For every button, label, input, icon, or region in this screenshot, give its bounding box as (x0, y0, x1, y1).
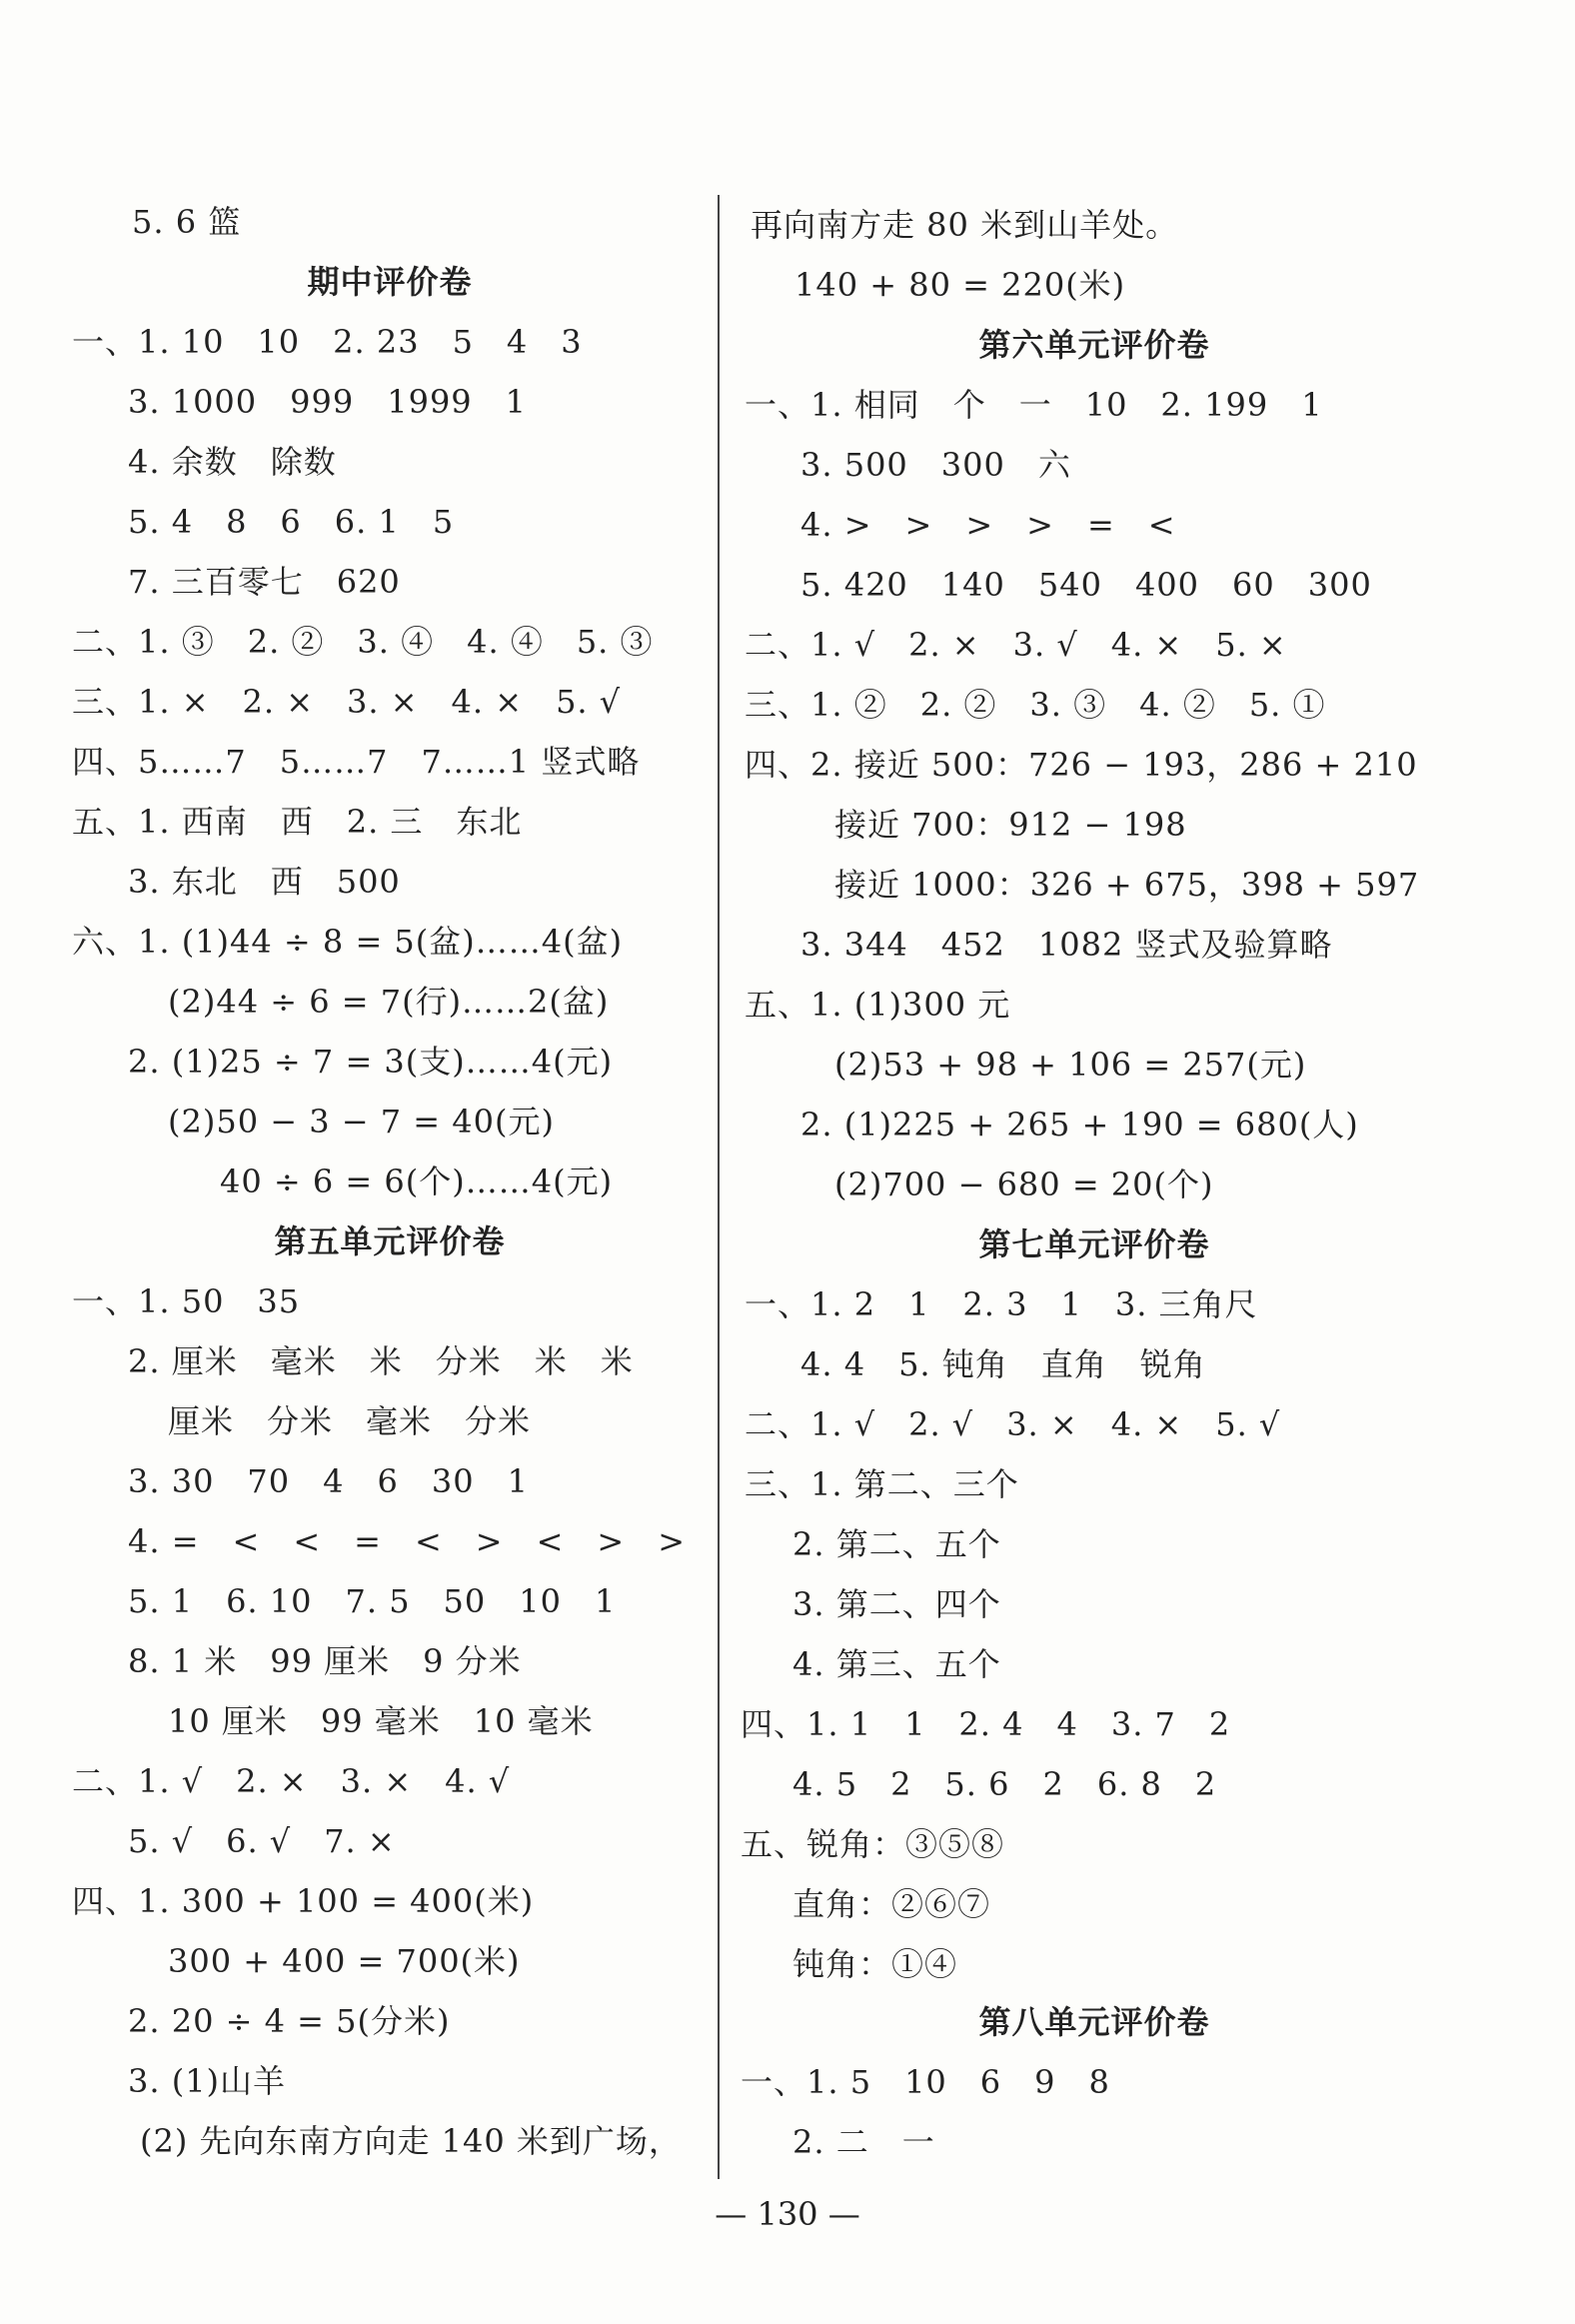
answer-line: 7. 三百零七 620 (128, 563, 401, 601)
answer-line: 2. (1)25 ÷ 7 = 3(支)……4(元) (128, 1043, 614, 1081)
answer-line: 钝角：①④ (792, 1945, 958, 1983)
answer-line: 3. 344 452 1082 竖式及验算略 (800, 926, 1333, 964)
answer-line: 六、1. (1)44 ÷ 8 = 5(盆)……4(盆) (72, 923, 624, 961)
answer-line: 三、1. × 2. × 3. × 4. × 5. √ (72, 683, 622, 721)
answer-line: 二、1. √ 2. √ 3. × 4. × 5. √ (745, 1405, 1281, 1443)
answer-line: 3. (1)山羊 (128, 2062, 287, 2100)
answer-line: 4. 4 5. 钝角 直角 锐角 (800, 1345, 1206, 1383)
answer-line: 接近 1000：326 + 675，398 + 597 (834, 866, 1420, 904)
answer-line: 一、1. 50 35 (72, 1282, 301, 1320)
answer-line: 二、1. √ 2. × 3. × 4. √ (72, 1762, 511, 1800)
answer-line: 四、2. 接近 500：726 − 193，286 + 210 (745, 746, 1418, 784)
section-heading: 第五单元评价卷 (274, 1222, 506, 1260)
answer-line: 四、1. 300 + 100 = 400(米) (72, 1882, 535, 1920)
answer-line: 4. = < < = < > < > > (128, 1522, 687, 1560)
answer-line: 5. 6 篮 (132, 203, 242, 241)
section-heading: 第六单元评价卷 (978, 326, 1210, 364)
answer-line: 一、1. 5 10 6 9 8 (741, 2063, 1110, 2101)
answer-line: 二、1. ③ 2. ② 3. ④ 4. ④ 5. ③ (72, 623, 654, 661)
answer-line: 3. 东北 西 500 (128, 863, 401, 901)
answer-line: (2)700 − 680 = 20(个) (834, 1165, 1214, 1203)
section-heading: 第七单元评价卷 (978, 1225, 1210, 1263)
answer-line: 3. 1000 999 1999 1 (128, 383, 528, 421)
answer-line: (2)50 − 3 − 7 = 40(元) (168, 1103, 555, 1141)
answer-line: 2. 20 ÷ 4 = 5(分米) (128, 2002, 451, 2040)
page-number: — 130 — (715, 2195, 860, 2233)
answer-line: 五、锐角：③⑤⑧ (741, 1825, 1005, 1863)
answer-line: 4. 5 2 5. 6 2 6. 8 2 (792, 1765, 1217, 1803)
answer-line: 三、1. ② 2. ② 3. ③ 4. ② 5. ① (745, 686, 1326, 724)
answer-line: 三、1. 第二、三个 (745, 1465, 1019, 1503)
answer-line: 5. 420 140 540 400 60 300 (800, 566, 1372, 604)
answer-line: 五、1. (1)300 元 (745, 986, 1011, 1024)
answer-line: 5. 1 6. 10 7. 5 50 10 1 (128, 1582, 617, 1620)
column-divider (718, 195, 720, 2179)
answer-line: 接近 700：912 − 198 (834, 806, 1187, 844)
answer-line: 一、1. 相同 个 一 10 2. 199 1 (745, 386, 1323, 424)
answer-line: 10 厘米 99 毫米 10 毫米 (168, 1702, 594, 1740)
answer-line: (2)44 ÷ 6 = 7(行)……2(盆) (168, 983, 610, 1021)
answer-line: 2. 厘米 毫米 米 分米 米 米 (128, 1342, 634, 1380)
answer-line: 一、1. 2 1 2. 3 1 3. 三角尺 (745, 1285, 1258, 1323)
section-heading: 期中评价卷 (307, 263, 473, 301)
answer-line: 四、1. 1 1 2. 4 4 3. 7 2 (741, 1705, 1231, 1743)
answer-line: 二、1. √ 2. × 3. √ 4. × 5. × (745, 626, 1287, 664)
answer-line: 厘米 分米 毫米 分米 (168, 1402, 532, 1440)
answer-line: 再向南方走 80 米到山羊处。 (751, 206, 1179, 244)
answer-line: 四、5……7 5……7 7……1 竖式略 (72, 743, 641, 781)
answer-line: 3. 500 300 六 (800, 446, 1071, 484)
answer-line: 300 + 400 = 700(米) (168, 1942, 521, 1980)
answer-line: 3. 第二、四个 (792, 1585, 1001, 1623)
answer-line: 5. 4 8 6 6. 1 5 (128, 503, 455, 541)
section-heading: 第八单元评价卷 (978, 2003, 1210, 2041)
answer-line: 2. 第二、五个 (792, 1525, 1001, 1563)
answer-line: 5. √ 6. √ 7. × (128, 1822, 396, 1860)
answer-line: 4. > > > > = < (800, 506, 1176, 544)
answer-line: 直角：②⑥⑦ (792, 1885, 991, 1923)
answer-line: 40 ÷ 6 = 6(个)……4(元) (220, 1162, 614, 1200)
answer-line: 4. 第三、五个 (792, 1645, 1001, 1683)
answer-line: 140 + 80 = 220(米) (794, 266, 1126, 304)
answer-line: 2. (1)225 + 265 + 190 = 680(人) (800, 1106, 1359, 1144)
answer-line: 2. 二 一 (792, 2123, 935, 2161)
answer-line: 3. 30 70 4 6 30 1 (128, 1462, 529, 1500)
answer-line: 8. 1 米 99 厘米 9 分米 (128, 1642, 522, 1680)
answer-line: 五、1. 西南 西 2. 三 东北 (72, 803, 523, 841)
answer-line: (2) 先向东南方向走 140 米到广场， (140, 2122, 682, 2160)
answer-line: 4. 余数 除数 (128, 443, 337, 481)
answer-line: 一、1. 10 10 2. 23 5 4 3 (72, 323, 583, 361)
answer-line: (2)53 + 98 + 106 = 257(元) (834, 1046, 1307, 1084)
